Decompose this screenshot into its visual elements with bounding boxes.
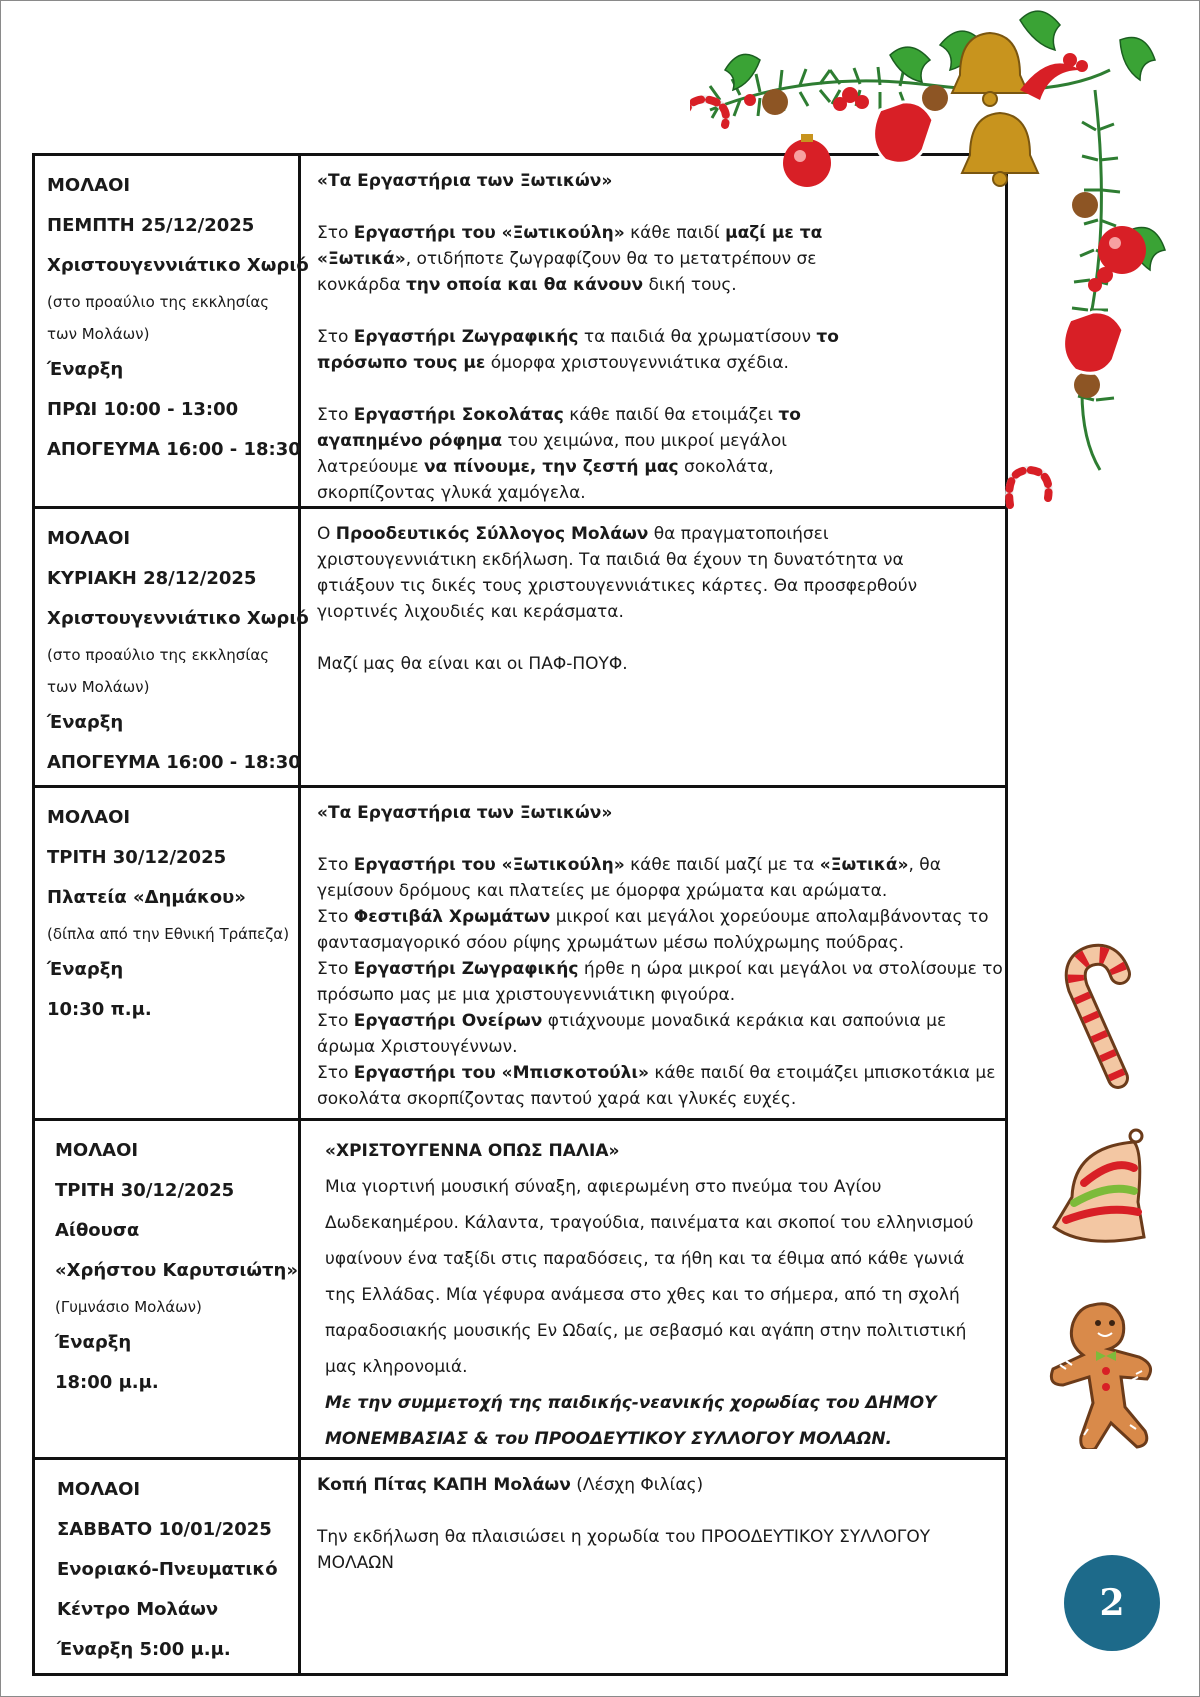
event-time: ΠΡΩΙ 10:00 - 13:00 [47,399,239,420]
event-venue-note: (Γυμνάσιο Μολάων) [55,1298,202,1316]
event-description-cell [300,1120,1007,1459]
gingerbread-man-icon [1038,1295,1164,1449]
event-town: ΜΟΛΑΟΙ [47,175,131,196]
event-date: ΤΡΙΤΗ 30/12/2025 [47,847,227,868]
event-credit: Με την συμμετοχή της παιδικής-νεανικής χορωδίας του ΔΗΜΟΥ ΜΟΝΕΜΒΑΣΙΑΣ & του ΠΡΟΟΔΕΥΤΙΚΟΥ ΣΥΛΛΟΓΟΥ ΜΟΛΑΩΝ. [325,1393,937,1449]
event-venue-note: (δίπλα από την Εθνική Τράπεζα) [47,925,290,943]
event-row [34,1459,1007,1675]
christmas-garland-icon [690,0,1200,520]
event-details-cell [34,155,309,508]
event-venue-note: (στο προαύλιο της εκκλησίας [47,646,270,664]
event-paragraph: Στο Εργαστήρι Ονείρων φτιάχνουμε μοναδικά κεράκια και σαπούνια με άρωμα Χριστουγέννων. [317,1011,947,1057]
event-title: «ΧΡΙΣΤΟΥΓΕΝΝΑ ΟΠΩΣ ΠΑΛΙΑ» [325,1141,620,1161]
event-paragraph: Στο Εργαστήρι Ζωγραφικής ήρθε η ώρα μικροί και μεγάλοι να στολίσουμε το πρόσωπο μας με μια χριστουγεννιάτικη φιγούρα. [317,959,1003,1005]
event-details-cell [34,508,309,787]
bell-cookie-icon [1044,1128,1152,1246]
event-start-label: Έναρξη [55,1332,132,1353]
event-paragraph: Στο Φεστιβάλ Χρωμάτων μικροί και μεγάλοι χορεύουμε απολαμβάνοντας το φαντασμαγορικό σόου ρίψης χρωμάτων μέσω πολύχρωμης πούδρας. [317,907,989,953]
event-description-cell [300,787,1007,1120]
event-venue: Αίθουσα [55,1220,140,1241]
event-date: ΠΕΜΠΤΗ 25/12/2025 [47,215,255,236]
event-venue-note: (στο προαύλιο της εκκλησίας [47,293,270,311]
event-description-cell [300,1459,1007,1675]
event-venue: Χριστουγεννιάτικο Χωριό [47,608,309,629]
event-venue: Χριστουγεννιάτικο Χωριό [47,255,309,276]
event-time: 10:30 π.μ. [47,999,152,1020]
event-details-cell [34,787,300,1120]
event-time: ΑΠΟΓΕΥΜΑ 16:00 - 18:30 [47,439,301,460]
event-time: ΑΠΟΓΕΥΜΑ 16:00 - 18:30 [47,752,301,773]
event-paragraph: Την εκδήλωση θα πλαισιώσει η χορωδία του ΠΡΟΟΔΕΥΤΙΚΟΥ ΣΥΛΛΟΓΟΥ ΜΟΛΑΩΝ [317,1527,931,1573]
event-start-label: Έναρξη [47,712,124,733]
event-date: ΚΥΡΙΑΚΗ 28/12/2025 [47,568,257,589]
event-title: «Τα Εργαστήρια των Ξωτικών» [317,171,613,191]
event-details-cell [34,1120,300,1459]
event-paragraph: Στο Εργαστήρι Ζωγραφικής τα παιδιά θα χρωματίσουν το πρόσωπο τους με όμορφα χριστουγεννιάτικα σχέδια. [317,327,839,373]
event-venue-note: των Μολάων) [47,325,150,343]
event-town: ΜΟΛΑΟΙ [57,1479,141,1500]
page-number-badge: 2 [1064,1555,1160,1651]
event-time: Έναρξη 5:00 μ.μ. [57,1639,231,1660]
candy-cane-icon [1048,943,1144,1089]
event-row [34,508,1007,787]
event-row [34,1120,1007,1459]
event-paragraph: Στο Εργαστήρι Σοκολάτας κάθε παιδί θα ετοιμάζει το αγαπημένο ρόφημα του χειμώνα, που μικροί μεγάλοι λατρεύουμε να πίνουμε, την ζεστή μας σοκολάτα, σκορπίζοντας γλυκά χαμόγελα. [317,405,801,503]
event-description-cell [300,508,1007,787]
event-paragraph: Μια γιορτινή μουσική σύναξη, αφιερωμένη στο πνεύμα του Αγίου Δωδεκαημέρου. Κάλαντα, τραγούδια, παινέματα και σκοποί του ελληνισμού υφαίνουν ένα ταξίδι στις παραδόσεις, τα ήθη και τα έθιμα από κάθε γωνιά της Ελλάδας. Μία γέφυρα ανάμεσα στο χθες και το σήμερα, από τη σχολή παραδοσιακής μουσικής Εν Ωδαίς, με σεβασμό και αγάπη στην πολιτιστική μας κληρονομιά. [325,1177,974,1377]
event-start-label: Έναρξη [47,359,124,380]
event-venue: «Χρήστου Καρυτσιώτη» [55,1260,298,1281]
event-row [34,787,1007,1120]
event-paragraph: Στο Εργαστήρι του «Μπισκοτούλι» κάθε παιδί θα ετοιμάζει μπισκοτάκια με σοκολάτα σκορπίζοντας παντού χαρά και γλυκές ευχές. [317,1063,996,1109]
event-date: ΤΡΙΤΗ 30/12/2025 [55,1180,235,1201]
event-paragraph: Στο Εργαστήρι του «Ξωτικούλη» κάθε παιδί μαζί με τα «Ξωτικά», θα γεμίσουν δρόμους και πλατείες με όμορφα χρώματα και αρώματα. [317,855,941,901]
event-town: ΜΟΛΑΟΙ [47,528,131,549]
event-paragraph: Ο Προοδευτικός Σύλλογος Μολάων θα πραγματοποιήσει χριστουγεννιάτικη εκδήλωση. Τα παιδιά θα έχουν τη δυνατότητα να φτιάξουν τις δικές τους χριστουγεννιάτικες κάρτες. Θα προσφερθούν γιορτινές λιχουδιές και κεράσματα. [317,524,918,622]
event-paragraph: Στο Εργαστήρι του «Ξωτικούλη» κάθε παιδί μαζί με τα «Ξωτικά», οτιδήποτε ζωγραφίζουν θα το μετατρέπουν σε κονκάρδα την οποία και θα κάνουν δική τους. [317,223,823,295]
event-paragraph: Μαζί μας θα είναι και οι ΠΑΦ-ΠΟΥΦ. [317,654,628,674]
event-town: ΜΟΛΑΟΙ [55,1140,139,1161]
event-title: «Τα Εργαστήρια των Ξωτικών» [317,803,613,823]
event-venue: Πλατεία «Δημάκου» [47,887,246,908]
event-start-label: Έναρξη [47,959,124,980]
event-venue-note: των Μολάων) [47,678,150,696]
event-time: 18:00 μ.μ. [55,1372,159,1393]
event-details-cell [34,1459,300,1675]
event-venue: Ενοριακό-Πνευματικό [57,1559,278,1580]
event-town: ΜΟΛΑΟΙ [47,807,131,828]
event-title: Κοπή Πίτας ΚΑΠΗ Μολάων (Λέσχη Φιλίας) [317,1475,704,1495]
event-date: ΣΑΒΒΑΤΟ 10/01/2025 [57,1519,272,1540]
event-venue: Κέντρο Μολάων [57,1599,219,1620]
